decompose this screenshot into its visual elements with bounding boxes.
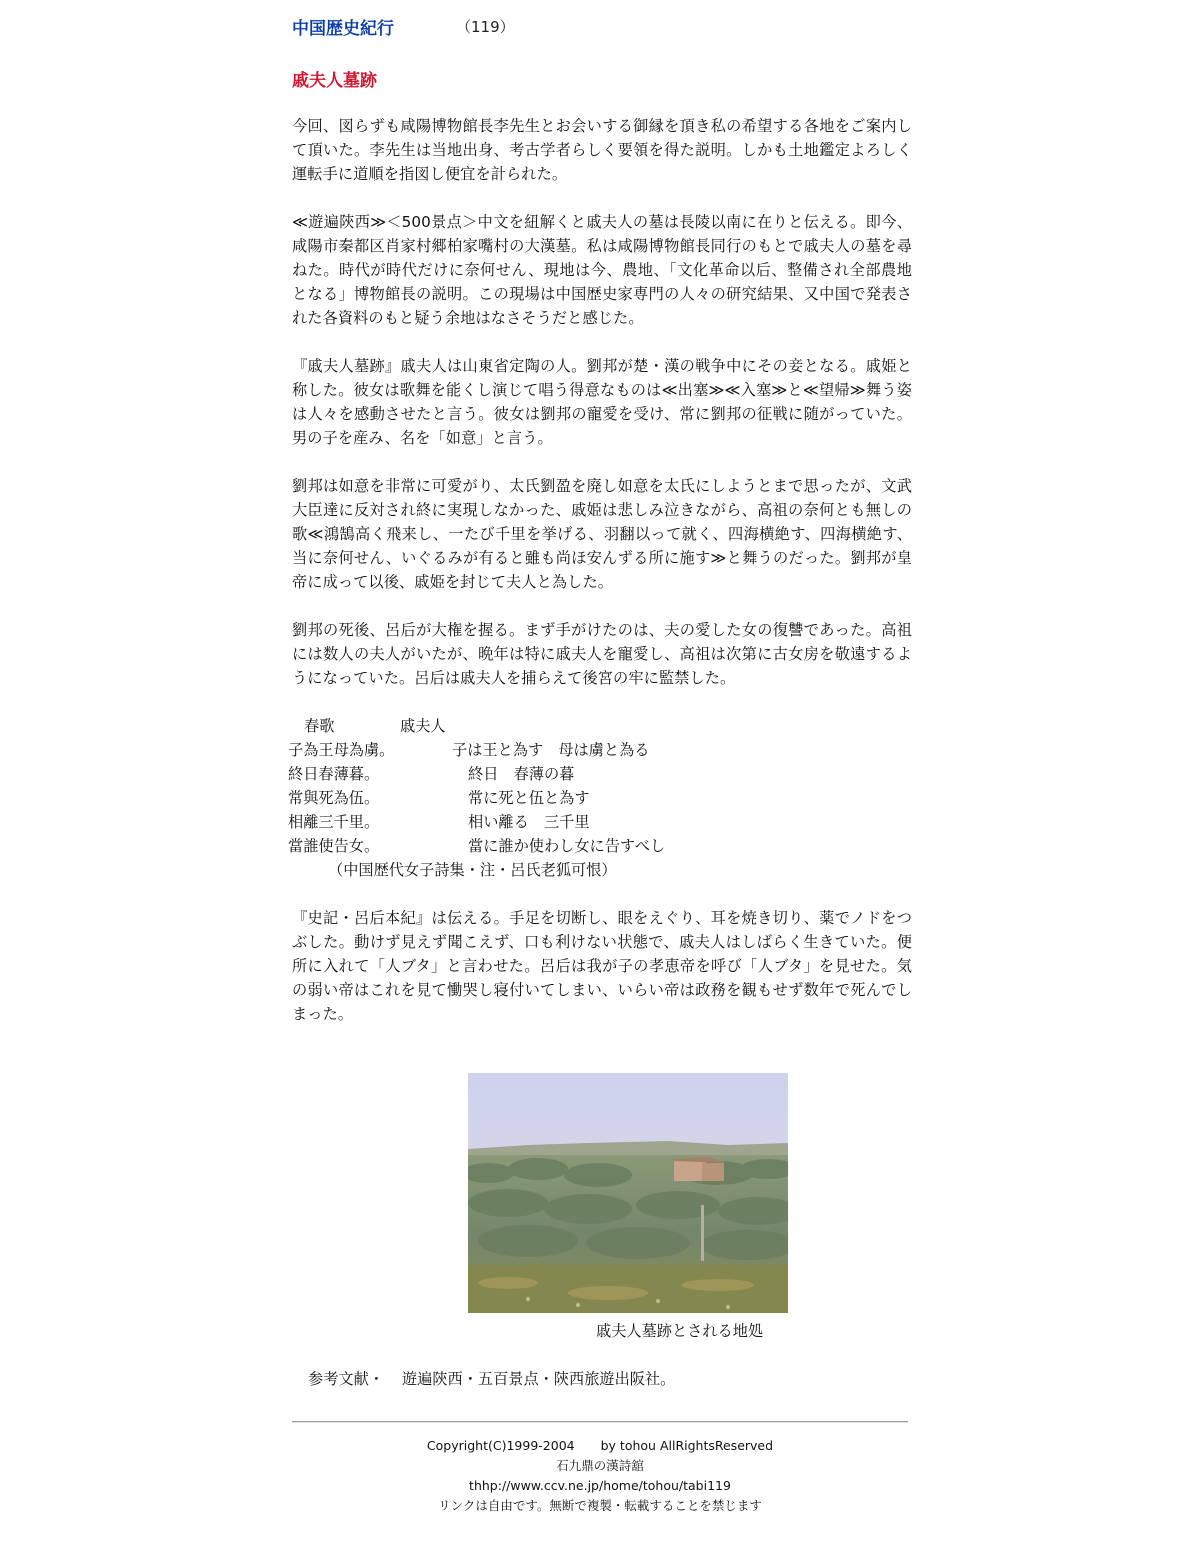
copyright-owner: by tohou AllRightsReserved [600, 1438, 774, 1453]
poem-line-reading: 常に死と伍と為す [468, 789, 590, 807]
poem-source: （中国歴代女子詩集・注・呂氏老狐可恨） [328, 861, 617, 879]
photo-caption: 戚夫人墓跡とされる地処 [596, 1322, 764, 1340]
footer-notice: リンクは自由です。無断で複製・転載することを禁じます [438, 1498, 762, 1513]
page-header [292, 14, 515, 39]
poem-line-original: 常與死為伍。 [288, 789, 380, 807]
article-title: 戚夫人墓跡 [292, 71, 377, 91]
footer-divider [292, 1421, 908, 1423]
references-text: 遊遍陝西・五百景点・陝西旅遊出阪社。 [401, 1370, 676, 1388]
footer-site-name: 石九鼎の漢詩舘 [556, 1458, 644, 1473]
poem-line-original: 相離三千里。 [288, 813, 380, 831]
footer-url: thhp://www.ccv.ne.jp/home/tohou/tabi119 [469, 1478, 731, 1493]
article-paragraph-3: 『戚夫人墓跡』戚夫人は山東省定陶の人。劉邦が楚・漢の戦争中にその妾となる。戚姫と称した。彼女は歌舞を能くし演じて唱う得意なものは≪出塞≫≪入塞≫と≪望帰≫舞う姿は人々を感動させたと言う。彼女は劉邦の寵愛を受け、常に劉邦の征戦に随がっていた。男の子を産み、名を「如意」と言う。 [292, 357, 912, 447]
poem-line-reading: 子は王と為す 母は虜と為る [452, 741, 650, 759]
article-paragraph-2: ≪遊遍陝西≫＜500景点＞中文を紐解くと戚夫人の墓は長陵以南に在りと伝える。即今、咸陽市秦都区肖家村郷柏家嘴村の大漢墓。私は咸陽博物館長同行のもとで戚夫人の墓を尋ねた。時代が時代だけに奈何せん、現地は今、農地、「文化革命以后、整備され全部農地となる」博物館長の説明。この現場は中国歴史家専門の人々の研究結果、又中国で発表された各資料のもと疑う余地はなさそうだと感じた。 [292, 213, 912, 327]
copyright-text: Copyright(C)1999-2004 [426, 1438, 575, 1453]
site-title: 中国歴史紀行 [292, 19, 394, 39]
references [308, 1367, 675, 1391]
poem-line-reading: 相い離る 三千里 [468, 813, 590, 831]
poem-line-original: 當誰使告女。 [288, 837, 380, 855]
page-footer [292, 1436, 908, 1516]
copyright-line [292, 1436, 908, 1456]
poem-line-reading: 當に誰か使わし女に告すべし [468, 837, 666, 855]
poem-line-reading: 終日 春薄の暮 [468, 765, 575, 783]
article-closing-paragraph: 『史記・呂后本紀』は伝える。手足を切断し、眼をえぐり、耳を焼き切り、薬でノドをつぶした。動けず見えず聞こえず、口も利けない状態で、戚夫人はしばらく生きていた。便所に入れて「人ブタ」と言わせた。呂后は我が子の孝恵帝を呼び「人ブタ」を見せた。気の弱い帝はこれを見て慟哭し寝付いてしまい、いらい帝は政務を観もせず数年で死んでしまった。 [292, 909, 912, 1023]
references-label: 参考文献・ [308, 1370, 384, 1388]
article-paragraph-5: 劉邦の死後、呂后が大権を握る。まず手がけたのは、夫の愛した女の復讐であった。高祖には数人の夫人がいたが、晩年は特に戚夫人を寵愛し、高祖は次第に古女房を敬遠するようになっていた。呂后は戚夫人を捕らえて後宮の牢に監禁した。 [292, 621, 912, 687]
article-paragraph-4: 劉邦は如意を非常に可愛がり、太氏劉盈を廃し如意を太氏にしようとまで思ったが、文武大臣達に反対され終に実現しなかった、戚姫は悲しみ泣きながら、高祖の奈何とも無しの歌≪鴻鵠高く飛来し、一たび千里を挙げる、羽翻以って就く、四海横絶す、四海横絶す、当に奈何せん、いぐるみが有ると雖も尚ほ安んずる所に施す≫と舞うのだった。劉邦が皇帝に成って以後、戚姫を封じて夫人と為した。 [292, 477, 912, 591]
tomb-site-photo [468, 1073, 788, 1313]
article-paragraph-1: 今回、図らずも咸陽博物館長李先生とお会いする御縁を頂き私の希望する各地をご案内して頂いた。李先生は当地出身、考古学者らしく要領を得た説明。しかも土地鑑定よろしく運転手に道順を指図し便宜を計られた。 [292, 117, 912, 183]
issue-number: （119） [456, 18, 515, 36]
poem-title: 春歌 [304, 717, 335, 735]
poem-line-original: 終日春薄暮。 [288, 765, 380, 783]
poem-author: 戚夫人 [400, 717, 446, 735]
poem-line-original: 子為王母為虜。 [288, 741, 395, 759]
